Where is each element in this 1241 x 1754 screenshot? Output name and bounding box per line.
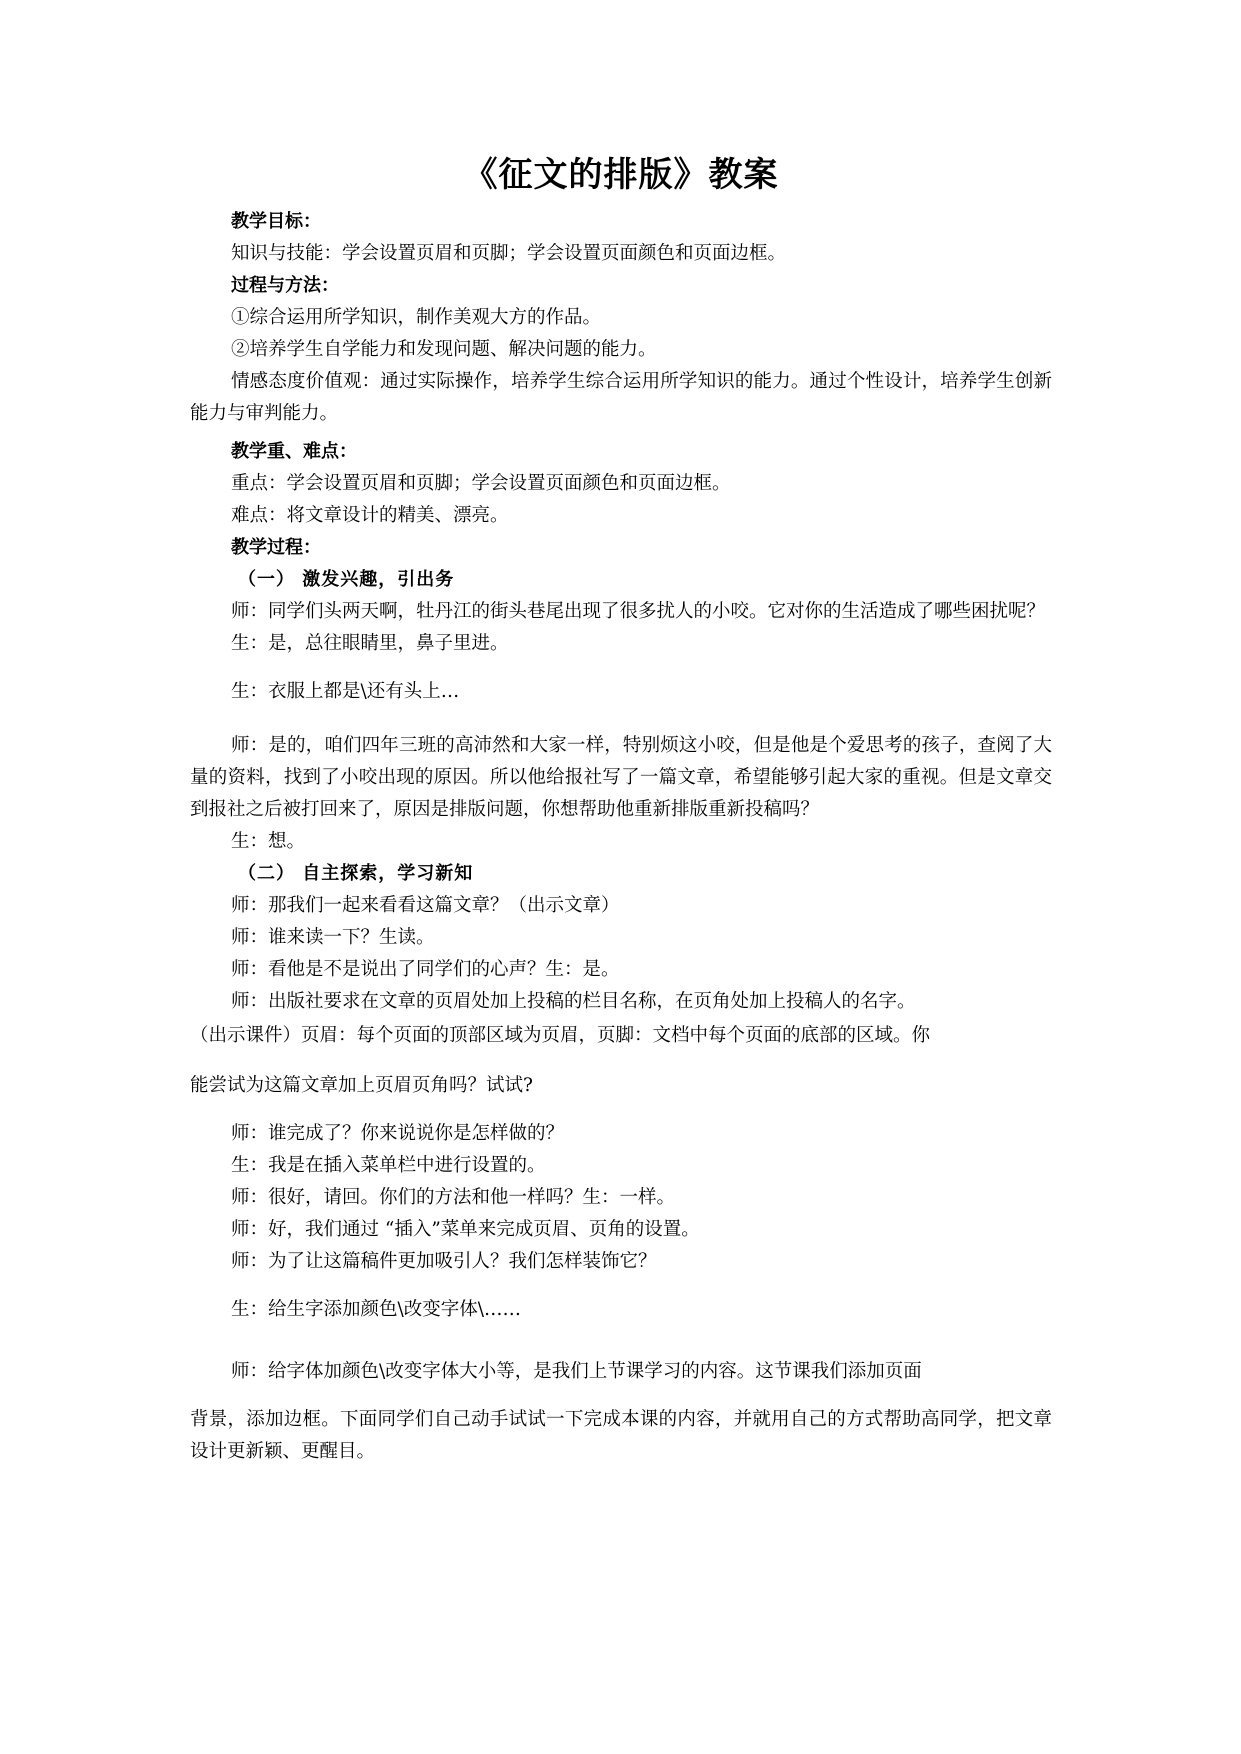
dialogue-line: 师：出版社要求在文章的页眉处加上投稿的栏目名称，在页角处加上投稿人的名字。 <box>231 991 916 1012</box>
dialogue-line: 师：好，我们通过 “插入”菜单来完成页眉、页角的设置。 <box>231 1219 700 1240</box>
document-page <box>190 150 1052 1468</box>
dialogue-line: 生：想。 <box>231 831 306 852</box>
document-title: 《征文的排版》教案 <box>463 155 779 195</box>
dialogue-line: 生：给生字添加颜色\改变字体\…… <box>231 1299 521 1320</box>
teaching-process-heading: 教学过程： <box>231 537 321 558</box>
section1-heading: （一） 激发兴趣，引出务 <box>238 569 455 590</box>
objectives-heading: 教学目标： <box>231 211 321 232</box>
dialogue-line: 师：谁来读一下？生读。 <box>231 927 435 948</box>
dialogue-line: 师：那我们一起来看看这篇文章？（出示文章） <box>231 895 620 916</box>
emotion-values: 情感态度价值观：通过实际操作，培养学生综合运用所学知识的能力。通过个性设计，培养学生创新能力与审判能力。 <box>190 371 1052 424</box>
dialogue-line: 师：看他是不是说出了同学们的心声？生：是。 <box>231 959 620 980</box>
dialogue-line: 师：同学们头两天啊，牡丹江的街头巷尾出现了很多扰人的小咬。它对你的生活造成了哪些困扰呢？ <box>231 601 1046 622</box>
dialogue-line: 生：我是在插入菜单栏中进行设置的。 <box>231 1155 546 1176</box>
dialogue-line: （出示课件）页眉：每个页面的顶部区域为页眉，页脚：文档中每个页面的底部的区域。你 <box>190 1025 931 1046</box>
difficult-point: 难点：将文章设计的精美、漂亮。 <box>231 505 509 526</box>
dialogue-line: 师：很好，请回。你们的方法和他一样吗？生：一样。 <box>231 1187 676 1208</box>
dialogue-line: 能尝试为这篇文章加上页眉页角吗？试试? <box>190 1075 533 1096</box>
key-point: 重点：学会设置页眉和页脚；学会设置页面颜色和页面边框。 <box>231 473 731 494</box>
process-item: ②培养学生自学能力和发现问题、解决问题的能力。 <box>231 339 657 360</box>
keypoints-heading: 教学重、难点： <box>231 441 357 462</box>
dialogue-line: 师：谁完成了？你来说说你是怎样做的？ <box>231 1123 565 1144</box>
section2-heading: （二） 自主探索，学习新知 <box>238 863 474 884</box>
dialogue-line: 背景，添加边框。下面同学们自己动手试试一下完成本课的内容，并就用自己的方式帮助高同学，把文章设计更新颖、更醒目。 <box>190 1409 1052 1462</box>
dialogue-line: 生：是，总往眼睛里，鼻子里进。 <box>231 633 509 654</box>
process-item: ①综合运用所学知识，制作美观大方的作品。 <box>231 307 602 328</box>
dialogue-line: 师：给字体加颜色\改变字体大小等，是我们上节课学习的内容。这节课我们添加页面 <box>231 1361 922 1382</box>
dialogue-line: 师：是的，咱们四年三班的高沛然和大家一样，特别烦这小咬，但是他是个爱思考的孩子，查阅了大量的资料，找到了小咬出现的原因。所以他给报社写了一篇文章，希望能够引起大家的重视。但是文章交到报社之后被打回来了，原因是排版问题，你想帮助他重新排版重新投稿吗？ <box>190 735 1052 820</box>
knowledge-skills: 知识与技能：学会设置页眉和页脚；学会设置页面颜色和页面边框。 <box>231 243 787 264</box>
process-method-heading: 过程与方法： <box>231 275 339 296</box>
dialogue-line: 生：衣服上都是\还有头上… <box>231 681 460 702</box>
dialogue-line: 师：为了让这篇稿件更加吸引人？我们怎样装饰它？ <box>231 1251 657 1272</box>
